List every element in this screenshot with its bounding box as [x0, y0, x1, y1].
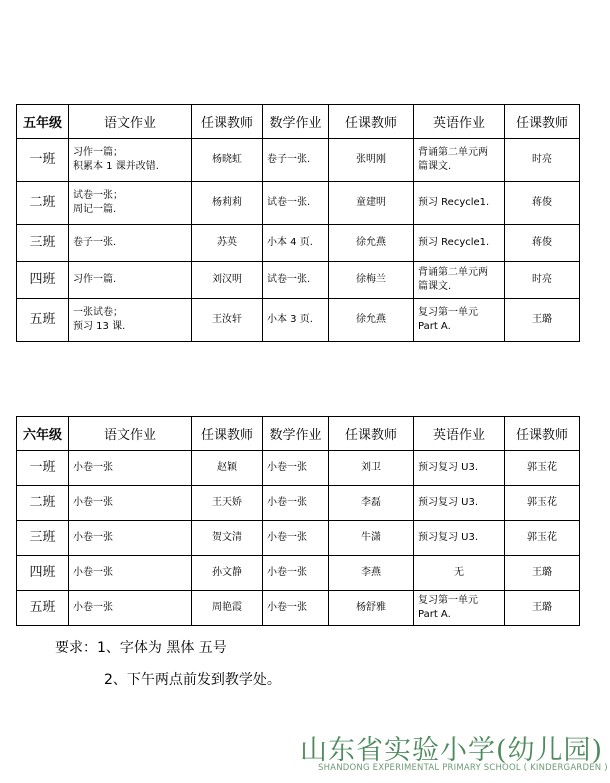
chinese-homework-line: 习作一篇； — [73, 147, 123, 158]
english-teacher-cell: 郭玉花 — [505, 486, 580, 521]
chinese-teacher-cell: 刘汉明 — [192, 262, 263, 299]
column-header: 英语作业 — [414, 105, 505, 139]
class-name-cell: 四班 — [17, 262, 69, 299]
requirement-line-2: 2、下午两点前发到教学处。 — [104, 672, 281, 688]
english-homework-cell — [414, 521, 505, 556]
class-name-cell: 三班 — [17, 521, 69, 556]
chinese-teacher-cell: 周艳霞 — [192, 591, 263, 626]
class-name-cell: 一班 — [17, 139, 69, 182]
column-header: 任课教师 — [329, 417, 414, 451]
math-homework-cell: 卷子一张. — [263, 139, 329, 182]
column-header: 语文作业 — [69, 105, 192, 139]
english-homework-cell — [414, 591, 505, 626]
english-homework-line: 预习 Recycle1. — [418, 197, 490, 208]
math-homework-cell: 小卷一张 — [263, 521, 329, 556]
school-logo-text: 山东省实验小学(幼儿园) — [300, 735, 604, 766]
chinese-homework-cell — [69, 182, 192, 225]
english-homework-cell — [414, 262, 505, 299]
chinese-homework-cell — [69, 486, 192, 521]
chinese-homework-cell — [69, 225, 192, 262]
english-homework-cell — [414, 451, 505, 486]
table-row — [17, 591, 580, 626]
class-name-cell: 二班 — [17, 182, 69, 225]
math-teacher-cell: 刘卫 — [329, 451, 414, 486]
chinese-homework-cell — [69, 591, 192, 626]
table-row — [17, 521, 580, 556]
column-header: 数学作业 — [263, 105, 329, 139]
table-row — [17, 451, 580, 486]
chinese-homework-line: 周记一篇. — [73, 204, 117, 215]
table-row — [17, 139, 580, 182]
chinese-homework-line: 试卷一张； — [73, 190, 123, 201]
chinese-homework-line: 积累本 1 课并改错. — [73, 161, 159, 172]
chinese-homework-cell — [69, 521, 192, 556]
chinese-homework-line: 小卷一张 — [73, 532, 113, 543]
column-header: 任课教师 — [192, 417, 263, 451]
grade-header: 五年级 — [17, 105, 69, 139]
english-teacher-cell: 郭玉花 — [505, 521, 580, 556]
math-homework-cell: 试卷一张. — [263, 182, 329, 225]
column-header: 任课教师 — [505, 105, 580, 139]
chinese-teacher-cell: 贺文清 — [192, 521, 263, 556]
english-homework-cell — [414, 299, 505, 342]
class-name-cell: 四班 — [17, 556, 69, 591]
chinese-homework-line: 小卷一张 — [73, 462, 113, 473]
chinese-homework-cell — [69, 139, 192, 182]
chinese-teacher-cell: 杨莉莉 — [192, 182, 263, 225]
english-teacher-cell: 王璐 — [505, 591, 580, 626]
chinese-teacher-cell: 孙文静 — [192, 556, 263, 591]
chinese-homework-cell — [69, 262, 192, 299]
math-teacher-cell: 张明刚 — [329, 139, 414, 182]
table-row — [17, 556, 580, 591]
english-homework-line: 复习第一单元 — [418, 595, 478, 606]
english-teacher-cell: 郭玉花 — [505, 451, 580, 486]
column-header: 任课教师 — [192, 105, 263, 139]
math-homework-cell: 小卷一张 — [263, 451, 329, 486]
table-row — [17, 299, 580, 342]
english-homework-line: 预习 Recycle1. — [418, 237, 490, 248]
grade5-homework-table — [16, 104, 580, 342]
chinese-homework-line: 预习 13 课. — [73, 321, 126, 332]
math-homework-cell: 小本 4 页. — [263, 225, 329, 262]
english-homework-line: Part A. — [418, 321, 451, 332]
english-homework-line: 预习复习 U3. — [418, 462, 479, 473]
chinese-homework-line: 习作一篇. — [73, 274, 117, 285]
english-homework-line: Part A. — [418, 609, 451, 620]
math-teacher-cell: 徐允燕 — [329, 299, 414, 342]
chinese-homework-cell — [69, 451, 192, 486]
english-homework-cell — [414, 139, 505, 182]
math-teacher-cell: 徐允燕 — [329, 225, 414, 262]
chinese-homework-line: 小卷一张 — [73, 567, 113, 578]
english-teacher-cell: 王璐 — [505, 299, 580, 342]
column-header: 英语作业 — [414, 417, 505, 451]
english-teacher-cell: 蒋俊 — [505, 225, 580, 262]
column-header: 任课教师 — [505, 417, 580, 451]
table-row — [17, 262, 580, 299]
chinese-teacher-cell: 王天娇 — [192, 486, 263, 521]
table-row — [17, 225, 580, 262]
math-homework-cell: 小卷一张 — [263, 591, 329, 626]
column-header: 语文作业 — [69, 417, 192, 451]
math-teacher-cell: 牛潇 — [329, 521, 414, 556]
math-homework-cell: 小本 3 页. — [263, 299, 329, 342]
english-homework-cell — [414, 486, 505, 521]
english-homework-cell — [414, 556, 505, 591]
english-homework-line: 篇课文. — [418, 281, 452, 292]
chinese-teacher-cell: 王汝轩 — [192, 299, 263, 342]
table-row — [17, 182, 580, 225]
school-logo-subtitle: SHANDONG EXPERIMENTAL PRIMARY SCHOOL ( KINDERGARDEN ) — [318, 763, 608, 773]
class-name-cell: 五班 — [17, 299, 69, 342]
english-teacher-cell: 时亮 — [505, 262, 580, 299]
english-teacher-cell: 蒋俊 — [505, 182, 580, 225]
chinese-homework-line: 小卷一张 — [73, 602, 113, 613]
class-name-cell: 二班 — [17, 486, 69, 521]
table-row — [17, 486, 580, 521]
math-homework-cell: 小卷一张 — [263, 556, 329, 591]
english-homework-line: 背诵第二单元两 — [418, 147, 488, 158]
math-teacher-cell: 杨舒雅 — [329, 591, 414, 626]
chinese-homework-cell — [69, 556, 192, 591]
english-homework-line: 无 — [454, 567, 464, 578]
column-header: 数学作业 — [263, 417, 329, 451]
english-homework-line: 复习第一单元 — [418, 307, 478, 318]
math-homework-cell: 小卷一张 — [263, 486, 329, 521]
class-name-cell: 五班 — [17, 591, 69, 626]
grade-header: 六年级 — [17, 417, 69, 451]
chinese-homework-cell — [69, 299, 192, 342]
chinese-homework-line: 一张试卷； — [73, 307, 123, 318]
requirement-line-1: 要求：1、字体为 黑体 五号 — [55, 640, 227, 656]
class-name-cell: 一班 — [17, 451, 69, 486]
english-homework-cell — [414, 225, 505, 262]
chinese-teacher-cell: 赵颖 — [192, 451, 263, 486]
math-teacher-cell: 李燕 — [329, 556, 414, 591]
english-homework-cell — [414, 182, 505, 225]
class-name-cell: 三班 — [17, 225, 69, 262]
chinese-homework-line: 卷子一张. — [73, 237, 117, 248]
chinese-teacher-cell: 苏英 — [192, 225, 263, 262]
english-teacher-cell: 王璐 — [505, 556, 580, 591]
math-teacher-cell: 李磊 — [329, 486, 414, 521]
chinese-homework-line: 小卷一张 — [73, 497, 113, 508]
header-row — [17, 105, 580, 139]
english-homework-line: 预习复习 U3. — [418, 497, 479, 508]
english-homework-line: 背诵第二单元两 — [418, 267, 488, 278]
math-teacher-cell: 徐梅兰 — [329, 262, 414, 299]
column-header: 任课教师 — [329, 105, 414, 139]
math-teacher-cell: 童建明 — [329, 182, 414, 225]
math-homework-cell: 试卷一张. — [263, 262, 329, 299]
english-homework-line: 预习复习 U3. — [418, 532, 479, 543]
english-teacher-cell: 时亮 — [505, 139, 580, 182]
header-row — [17, 417, 580, 451]
grade6-homework-table — [16, 416, 580, 626]
chinese-teacher-cell: 杨晓虹 — [192, 139, 263, 182]
english-homework-line: 篇课文. — [418, 161, 452, 172]
